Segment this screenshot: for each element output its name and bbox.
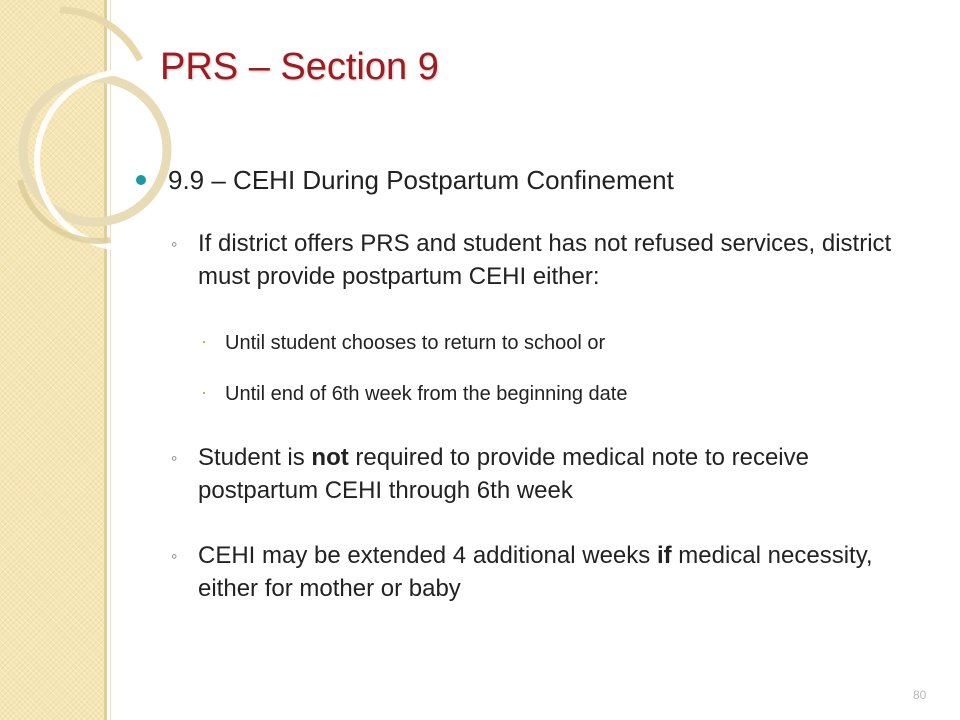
sub-bullet-1-text: If district offers PRS and student has not refused services, district must provide postpartum CEHI either: [198, 230, 892, 290]
sub-bullet-2-bold: not [311, 444, 349, 471]
heading-bullet [168, 165, 674, 196]
slide-title: PRS – Section 9 [160, 46, 439, 88]
sub-bullet-3-before: CEHI may be extended 4 additional weeks [198, 542, 657, 569]
sub-sub-bullet-2-text: Until end of 6th week from the beginning date [225, 383, 628, 405]
dot-bullet-icon: · [201, 331, 207, 351]
sub-sub-bullet-1-text: Until student chooses to return to school or [225, 332, 606, 354]
sub-bullet-2-after: required to provide medical note to receive postpartum CEHI through 6th week [198, 444, 809, 504]
sub-sub-bullet-2 [201, 382, 628, 406]
ring-bullet-icon: ◦ [171, 234, 178, 254]
ring-bullet-icon: ◦ [171, 546, 178, 566]
sub-bullet-2 [171, 441, 898, 507]
page-number: 80 [913, 688, 927, 702]
sub-bullet-3 [171, 539, 898, 605]
sub-bullet-3-after: medical necessity, either for mother or baby [198, 542, 873, 602]
dot-bullet-icon: · [201, 382, 207, 402]
sub-bullet-1 [171, 227, 898, 293]
sub-bullet-2-before: Student is [198, 444, 312, 471]
bullet-dot-icon [136, 175, 146, 185]
sub-bullet-3-bold: if [656, 542, 672, 569]
heading-text: 9.9 – CEHI During Postpartum Confinement [168, 165, 674, 195]
sub-sub-bullet-1 [201, 331, 606, 355]
ring-bullet-icon: ◦ [171, 448, 178, 468]
